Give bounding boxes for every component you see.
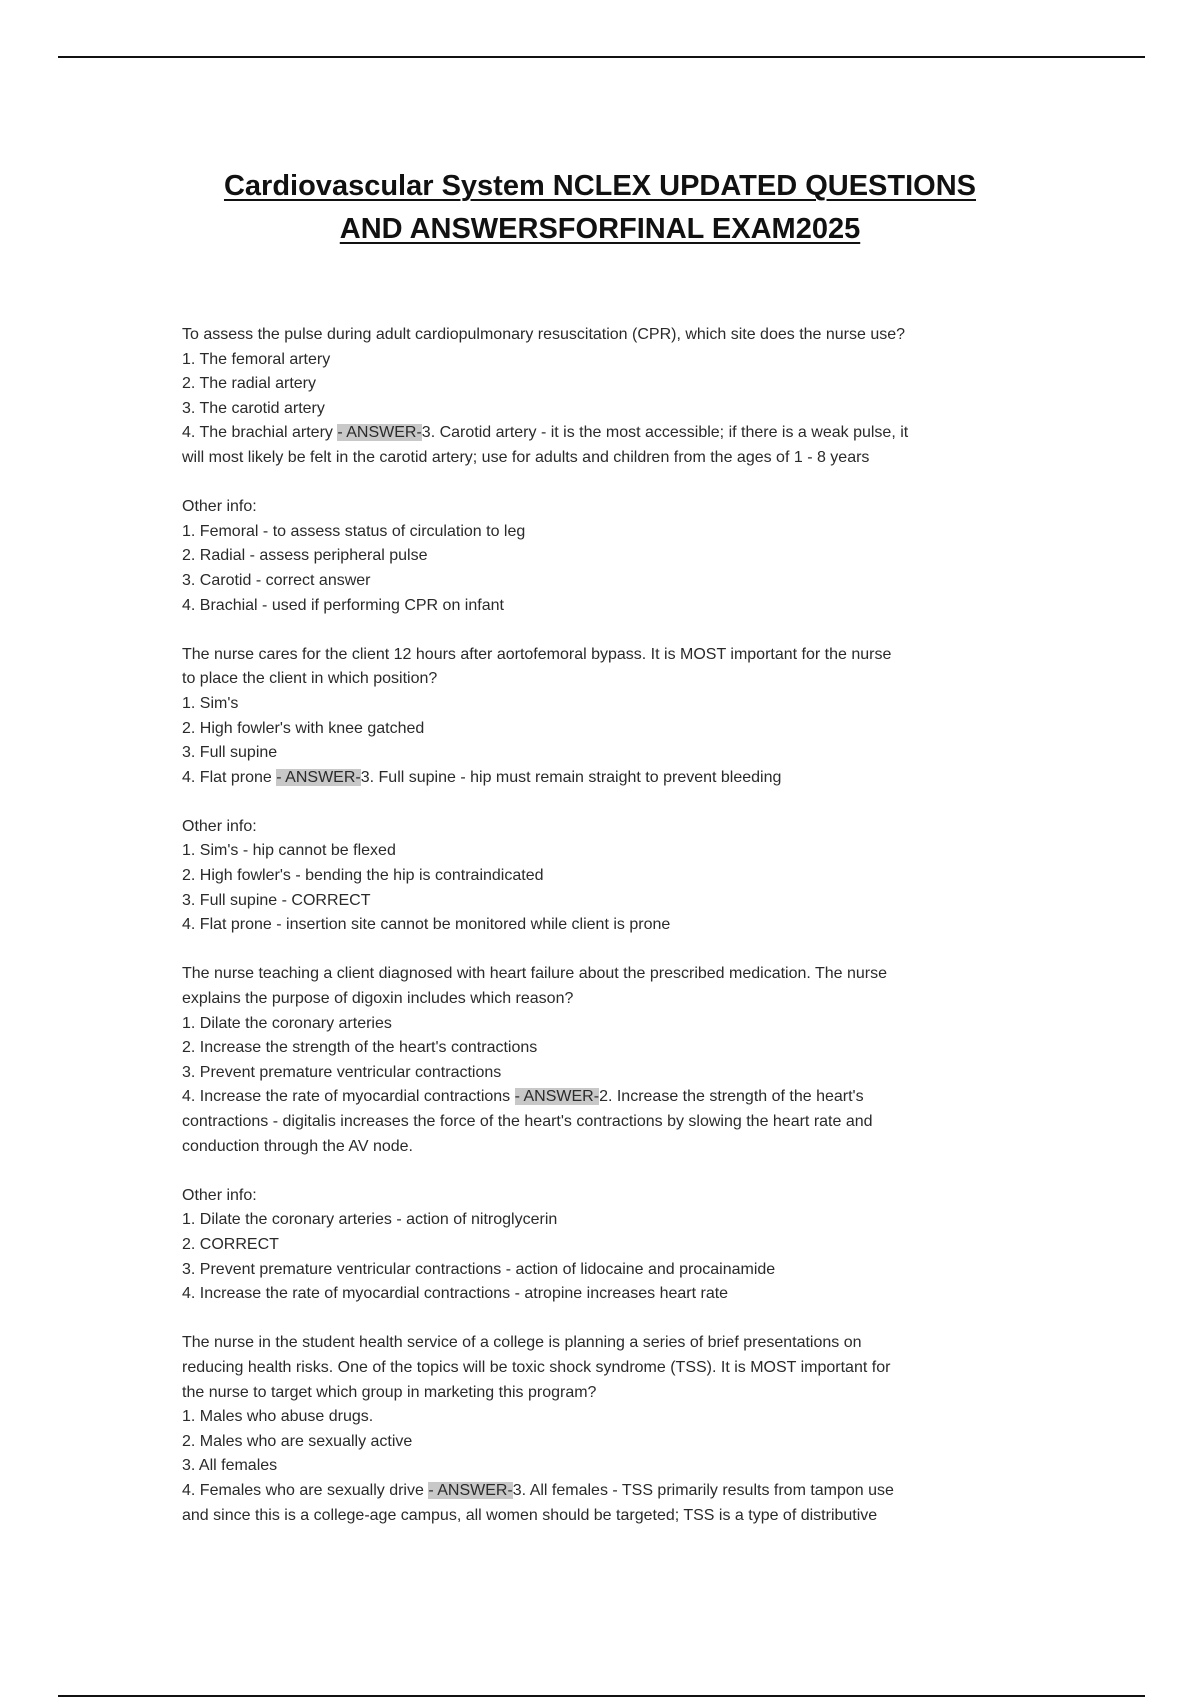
q3-stem-line-1: The nurse teaching a client diagnosed with heart failure about the prescribed medication. The nurse xyxy=(182,965,888,983)
q1-other-info-2: 2. Radial - assess peripheral pulse xyxy=(182,547,428,565)
q1-option-4-line xyxy=(182,421,1032,446)
q1-option-1: 1. The femoral artery xyxy=(182,350,331,368)
q4-stem-line-2: reducing health risks. One of the topics will be toxic shock syndrome (TSS). It is MOST important for xyxy=(182,1358,891,1376)
q2-option-4: 4. Flat prone xyxy=(182,768,277,786)
q1-option-2: 2. The radial artery xyxy=(182,375,316,393)
top-rule xyxy=(58,56,1145,58)
spacer xyxy=(182,1307,1032,1332)
q4-answer-marker: - ANSWER- xyxy=(428,1481,513,1499)
q1-other-info-label: Other info: xyxy=(182,498,257,516)
q3-option-1: 1. Dilate the coronary arteries xyxy=(182,1014,392,1032)
q1-other-info-1: 1. Femoral - to assess status of circulation to leg xyxy=(182,522,526,540)
q2-other-info-4: 4. Flat prone - insertion site cannot be monitored while client is prone xyxy=(182,916,671,934)
q4-answer-continued: and since this is a college-age campus, all women should be targeted; TSS is a type of distributive xyxy=(182,1506,878,1524)
q2-other-info-1: 1. Sim's - hip cannot be flexed xyxy=(182,842,396,860)
q3-stem-line-2: explains the purpose of digoxin includes which reason? xyxy=(182,990,574,1008)
q4-option-2: 2. Males who are sexually active xyxy=(182,1432,413,1450)
q1-other-info-3: 3. Carotid - correct answer xyxy=(182,571,371,589)
q3-option-3: 3. Prevent premature ventricular contractions xyxy=(182,1063,502,1081)
q3-answer-continued-2: conduction through the AV node. xyxy=(182,1137,413,1155)
q2-option-3: 3. Full supine xyxy=(182,744,278,762)
q4-option-4: 4. Females who are sexually drive xyxy=(182,1481,429,1499)
q3-other-info-4: 4. Increase the rate of myocardial contractions - atropine increases heart rate xyxy=(182,1285,729,1303)
q4-option-3: 3. All females xyxy=(182,1457,278,1475)
q2-stem-line-2: to place the client in which position? xyxy=(182,670,438,688)
q2-option-1: 1. Sim's xyxy=(182,694,239,712)
q1-answer-continued: will most likely be felt in the carotid artery; use for adults and children from the ages of 1 - 8 years xyxy=(182,448,870,466)
q4-option-1: 1. Males who abuse drugs. xyxy=(182,1408,374,1426)
q3-option-4: 4. Increase the rate of myocardial contractions xyxy=(182,1088,515,1106)
q1-stem: To assess the pulse during adult cardiopulmonary resuscitation (CPR), which site does the nurse use? xyxy=(182,326,906,343)
spacer xyxy=(182,938,1032,963)
q2-other-info-label: Other info: xyxy=(182,817,257,835)
q4-stem-line-3: the nurse to target which group in marketing this program? xyxy=(182,1383,597,1401)
q4-stem-line-1: The nurse in the student health service of a college is planning a series of brief presentations on xyxy=(182,1334,862,1352)
bottom-rule xyxy=(58,1695,1145,1697)
q3-answer-continued-1: contractions - digitalis increases the force of the heart's contractions by slowing the heart rate and xyxy=(182,1113,873,1130)
q3-other-info-2: 2. CORRECT xyxy=(182,1235,279,1253)
q2-other-info-3: 3. Full supine - CORRECT xyxy=(182,891,371,909)
spacer xyxy=(182,790,1032,815)
q2-answer-marker: - ANSWER- xyxy=(276,768,361,786)
q3-option-4-line xyxy=(182,1085,1032,1110)
q1-other-info-4: 4. Brachial - used if performing CPR on infant xyxy=(182,596,504,614)
q2-other-info-2: 2. High fowler's - bending the hip is contraindicated xyxy=(182,867,544,885)
q2-answer-text: 3. Full supine - hip must remain straight to prevent bleeding xyxy=(360,768,782,786)
q3-other-info-3: 3. Prevent premature ventricular contractions - action of lidocaine and procainamide xyxy=(182,1260,776,1278)
q1-option-3: 3. The carotid artery xyxy=(182,399,325,417)
spacer xyxy=(182,618,1032,643)
q1-answer-marker: - ANSWER- xyxy=(337,424,422,442)
q3-other-info-1: 1. Dilate the coronary arteries - action of nitroglycerin xyxy=(182,1211,558,1229)
document-body xyxy=(182,323,1032,1528)
title-line-2: AND ANSWERSFORFINAL EXAM2025 xyxy=(339,213,861,246)
q3-option-2: 2. Increase the strength of the heart's contractions xyxy=(182,1039,538,1057)
q4-answer-text: 3. All females - TSS primarily results from tampon use xyxy=(512,1481,894,1499)
q1-answer-text: 3. Carotid artery - it is the most accessible; if there is a weak pulse, it xyxy=(421,424,909,442)
q3-answer-marker: - ANSWER- xyxy=(514,1088,600,1106)
title-line-1: Cardiovascular System NCLEX UPDATED QUESTIONS xyxy=(223,170,977,203)
q2-option-2: 2. High fowler's with knee gatched xyxy=(182,719,425,737)
q2-option-4-line xyxy=(182,766,1032,791)
q1-option-4: 4. The brachial artery xyxy=(182,424,338,442)
spacer xyxy=(182,1159,1032,1184)
q2-stem-line-1: The nurse cares for the client 12 hours after aortofemoral bypass. It is MOST important for the nurse xyxy=(182,645,892,663)
q4-option-4-line xyxy=(182,1479,1032,1504)
spacer xyxy=(182,471,1032,496)
page-title xyxy=(0,165,1200,251)
q3-answer-text: 2. Increase the strength of the heart's xyxy=(599,1088,864,1106)
q3-other-info-label: Other info: xyxy=(182,1186,257,1204)
